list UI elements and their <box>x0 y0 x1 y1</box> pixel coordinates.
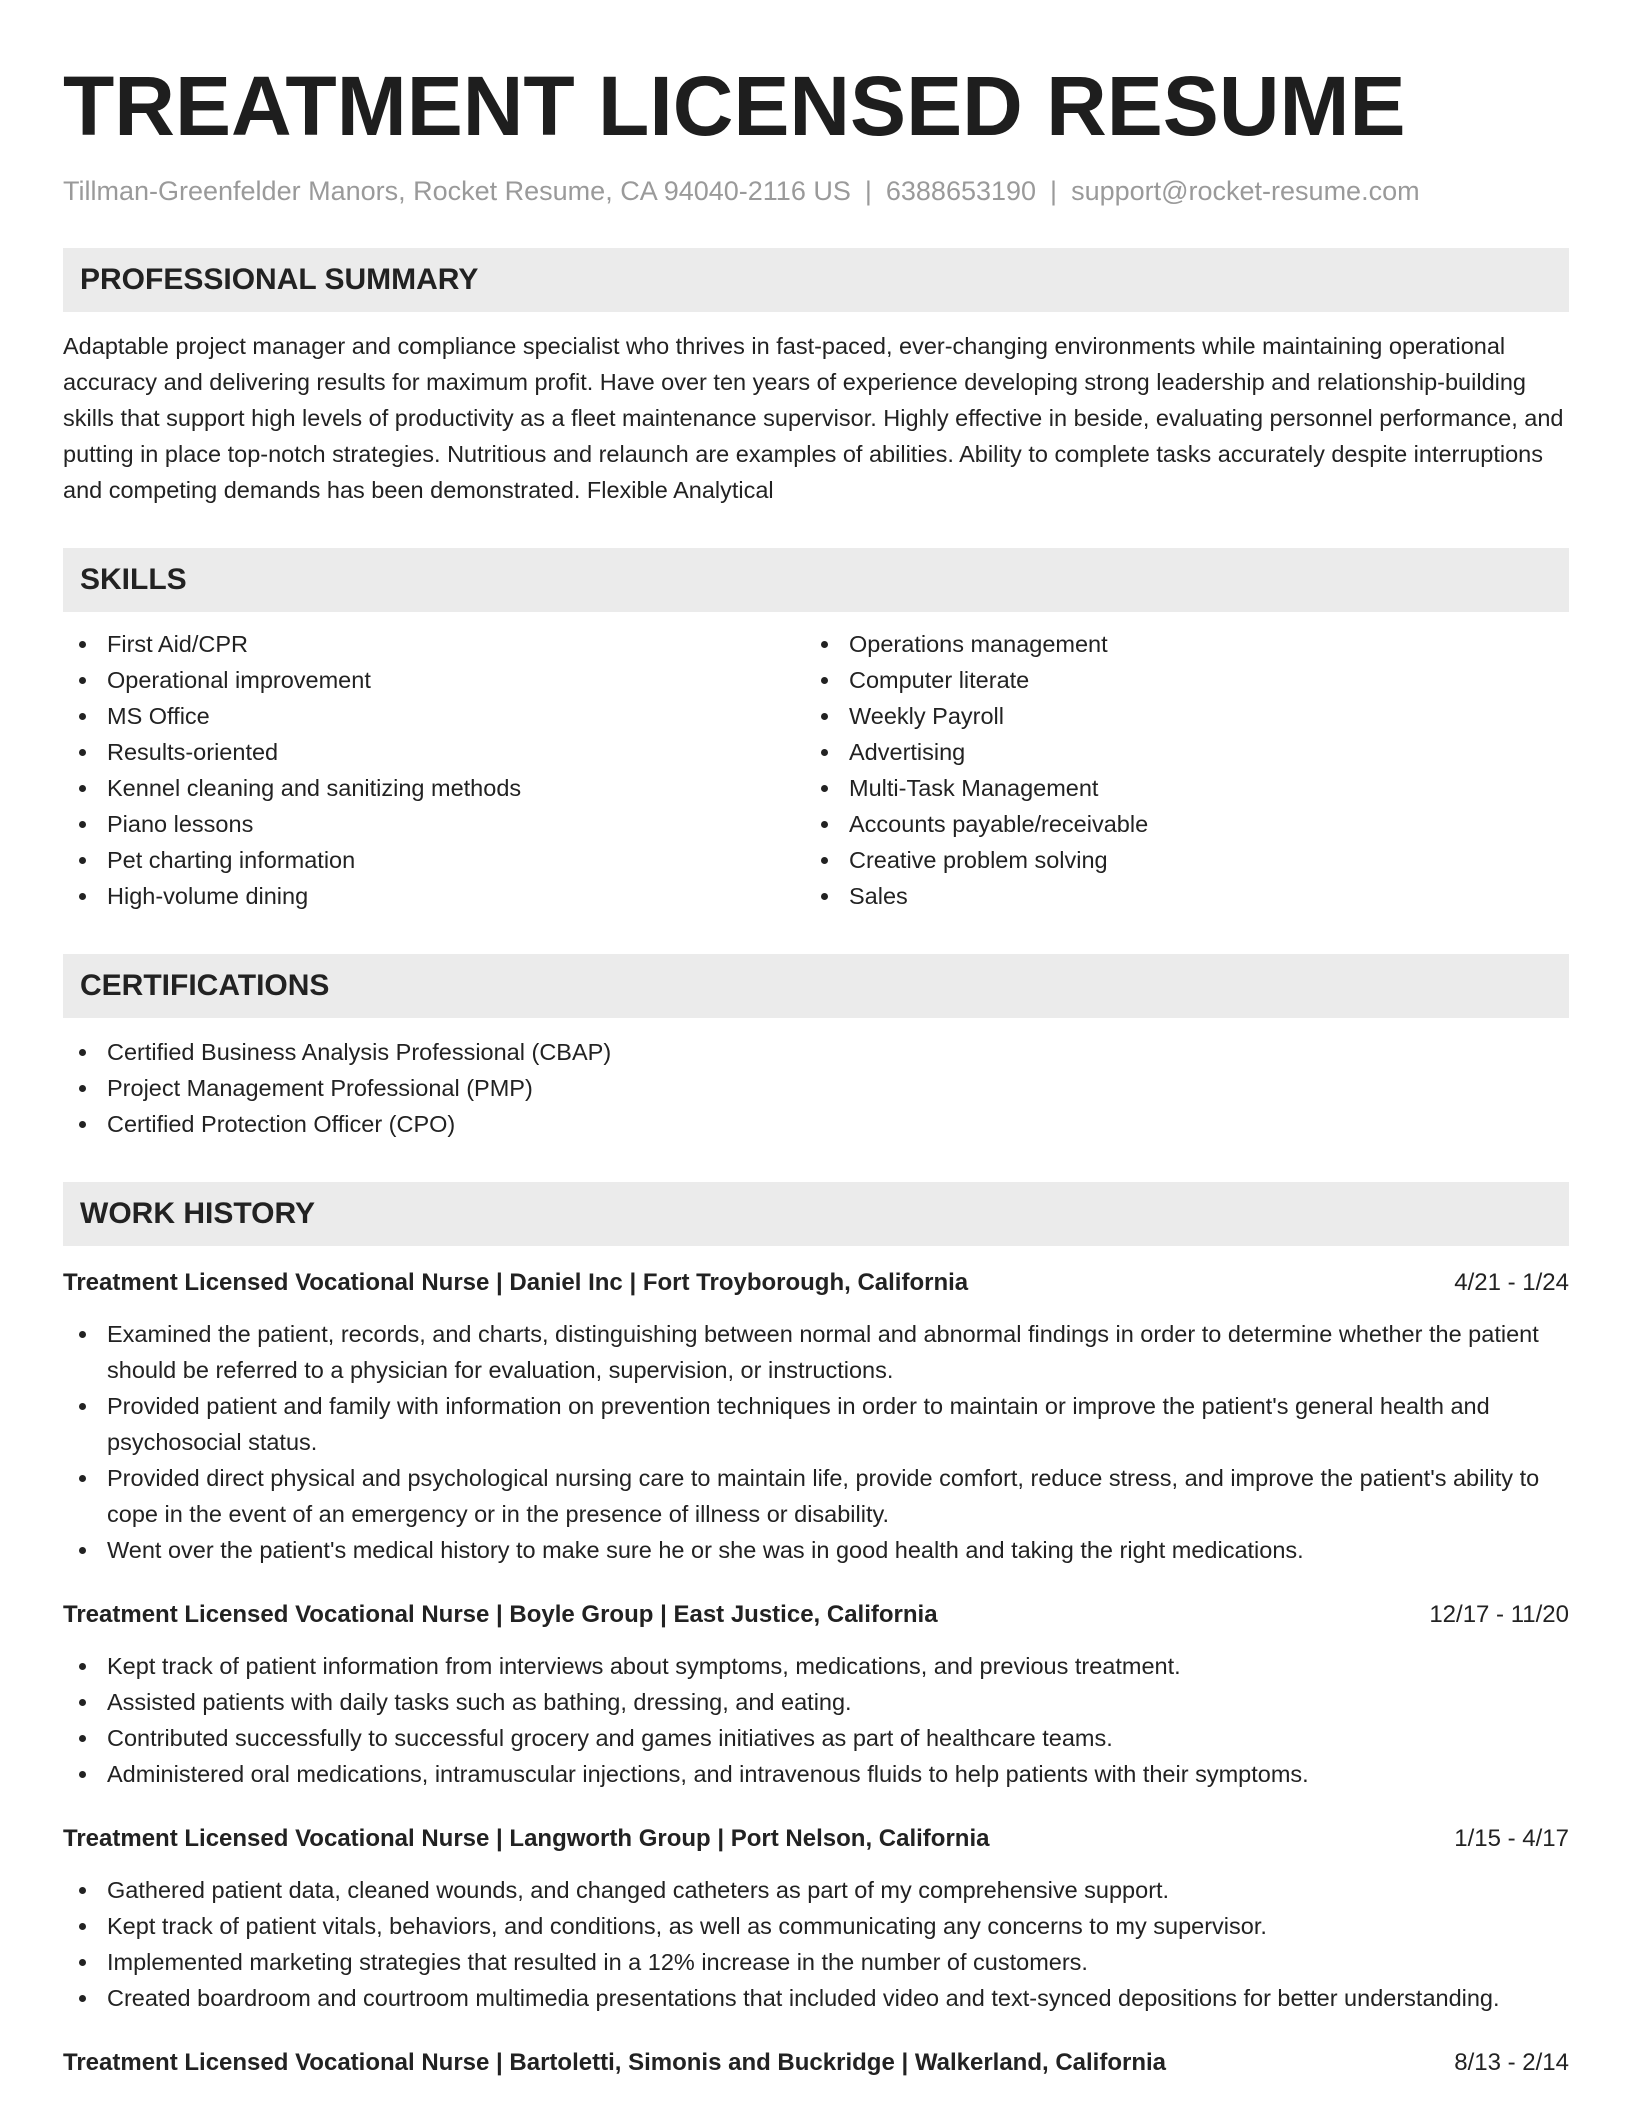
certification-item: Project Management Professional (PMP) <box>63 1070 1569 1106</box>
job-bullet: Implemented marketing strategies that resulted in a 12% increase in the number of customers. <box>63 1944 1569 1980</box>
section-heading-skills: SKILLS <box>63 548 1569 612</box>
skill-item: First Aid/CPR <box>63 626 805 662</box>
skill-item: Weekly Payroll <box>805 698 1547 734</box>
job-title: Treatment Licensed Vocational Nurse | Bartoletti, Simonis and Buckridge | Walkerland, California <box>63 2049 1167 2076</box>
contact-address: Tillman-Greenfelder Manors, Rocket Resume, CA 94040-2116 US <box>63 176 851 206</box>
job-dates: 8/13 - 2/14 <box>1454 2049 1569 2076</box>
skill-item: Accounts payable/receivable <box>805 806 1547 842</box>
job-title: Treatment Licensed Vocational Nurse | Boyle Group | East Justice, California <box>63 1601 938 1628</box>
job-bullet: Gathered patient data, cleaned wounds, and changed catheters as part of my comprehensive support. <box>63 1872 1569 1908</box>
skill-item: Operational improvement <box>63 662 805 698</box>
skill-item: Kennel cleaning and sanitizing methods <box>63 770 805 806</box>
job-bullet: Kept track of patient vitals, behaviors, and conditions, as well as communicating any concerns to my supervisor. <box>63 1908 1569 1944</box>
skill-item: MS Office <box>63 698 805 734</box>
job-bullet: Assisted patients with daily tasks such as bathing, dressing, and eating. <box>63 1684 1569 1720</box>
job-bullet: Created boardroom and courtroom multimedia presentations that included video and text-synced depositions for better understanding. <box>63 1980 1569 2016</box>
skill-item: Creative problem solving <box>805 842 1547 878</box>
skill-item: Advertising <box>805 734 1547 770</box>
job-bullets <box>63 1648 1569 1792</box>
skill-item: Piano lessons <box>63 806 805 842</box>
certification-item: Certified Protection Officer (CPO) <box>63 1106 1569 1142</box>
contact-phone: 6388653190 <box>885 176 1037 206</box>
job-bullet: Went over the patient's medical history to make sure he or she was in good health and taking the right medications. <box>63 1532 1569 1568</box>
job-bullet: Provided patient and family with information on prevention techniques in order to maintain or improve the patient's general health and psychosocial status. <box>63 1388 1569 1460</box>
job-bullet: Contributed successfully to successful grocery and games initiatives as part of healthcare teams. <box>63 1720 1569 1756</box>
skill-item: Pet charting information <box>63 842 805 878</box>
job-entry <box>63 1598 1569 1792</box>
contact-email[interactable]: support@rocket-resume.com <box>1071 176 1420 206</box>
job-bullet: Provided direct physical and psychological nursing care to maintain life, provide comfort, reduce stress, and improve the patient's ability to cope in the event of an emergency or in the presence of illness or disability. <box>63 1460 1569 1532</box>
skills-columns <box>63 626 1569 914</box>
job-header <box>63 2046 1569 2080</box>
job-bullet: Examined the patient, records, and charts, distinguishing between normal and abnormal findings in order to determine whether the patient should be referred to a physician for evaluation, supervision, or instructions. <box>63 1316 1569 1388</box>
contact-line <box>63 174 1569 208</box>
job-bullet: Administered oral medications, intramuscular injections, and intravenous fluids to help patients with their symptoms. <box>63 1756 1569 1792</box>
skills-list-right <box>805 626 1547 914</box>
job-header <box>63 1598 1569 1632</box>
skill-item: Results-oriented <box>63 734 805 770</box>
skills-list-left <box>63 626 805 914</box>
job-dates: 4/21 - 1/24 <box>1454 1269 1569 1296</box>
section-heading-summary: PROFESSIONAL SUMMARY <box>63 248 1569 312</box>
section-heading-work-history: WORK HISTORY <box>63 1182 1569 1246</box>
resume-title: TREATMENT LICENSED RESUME <box>63 59 1406 153</box>
summary-text: Adaptable project manager and compliance specialist who thrives in fast-paced, ever-changing environments while maintaining operational accuracy and delivering results for maximum profit. Have over ten years of experience developing strong leadership and relationship-building skills that support high levels of productivity as a fleet maintenance supervisor. Highly effective in beside, evaluating personnel performance, and putting in place top-notch strategies. Nutritious and relaunch are examples of abilities. Ability to complete tasks accurately despite interruptions and competing demands has been demonstrated. Flexible Analytical <box>63 333 1564 503</box>
certifications-list <box>63 1034 1569 1142</box>
job-bullets <box>63 1872 1569 2016</box>
job-bullet: Kept track of patient information from interviews about symptoms, medications, and previous treatment. <box>63 1648 1569 1684</box>
contact-separator: | <box>864 176 872 206</box>
skill-item: Multi-Task Management <box>805 770 1547 806</box>
skill-item: Computer literate <box>805 662 1547 698</box>
job-entry <box>63 2046 1569 2080</box>
job-title: Treatment Licensed Vocational Nurse | Daniel Inc | Fort Troyborough, California <box>63 1269 969 1296</box>
job-header <box>63 1822 1569 1856</box>
job-dates: 12/17 - 11/20 <box>1429 1601 1569 1628</box>
job-dates: 1/15 - 4/17 <box>1454 1825 1569 1852</box>
job-entry <box>63 1266 1569 1568</box>
job-header <box>63 1266 1569 1300</box>
section-heading-certifications: CERTIFICATIONS <box>63 954 1569 1018</box>
job-entry <box>63 1822 1569 2016</box>
job-bullets <box>63 1316 1569 1568</box>
skill-item: Operations management <box>805 626 1547 662</box>
job-title: Treatment Licensed Vocational Nurse | Langworth Group | Port Nelson, California <box>63 1825 990 1852</box>
certification-item: Certified Business Analysis Professional (CBAP) <box>63 1034 1569 1070</box>
skill-item: High-volume dining <box>63 878 805 914</box>
contact-separator: | <box>1050 176 1058 206</box>
skill-item: Sales <box>805 878 1547 914</box>
